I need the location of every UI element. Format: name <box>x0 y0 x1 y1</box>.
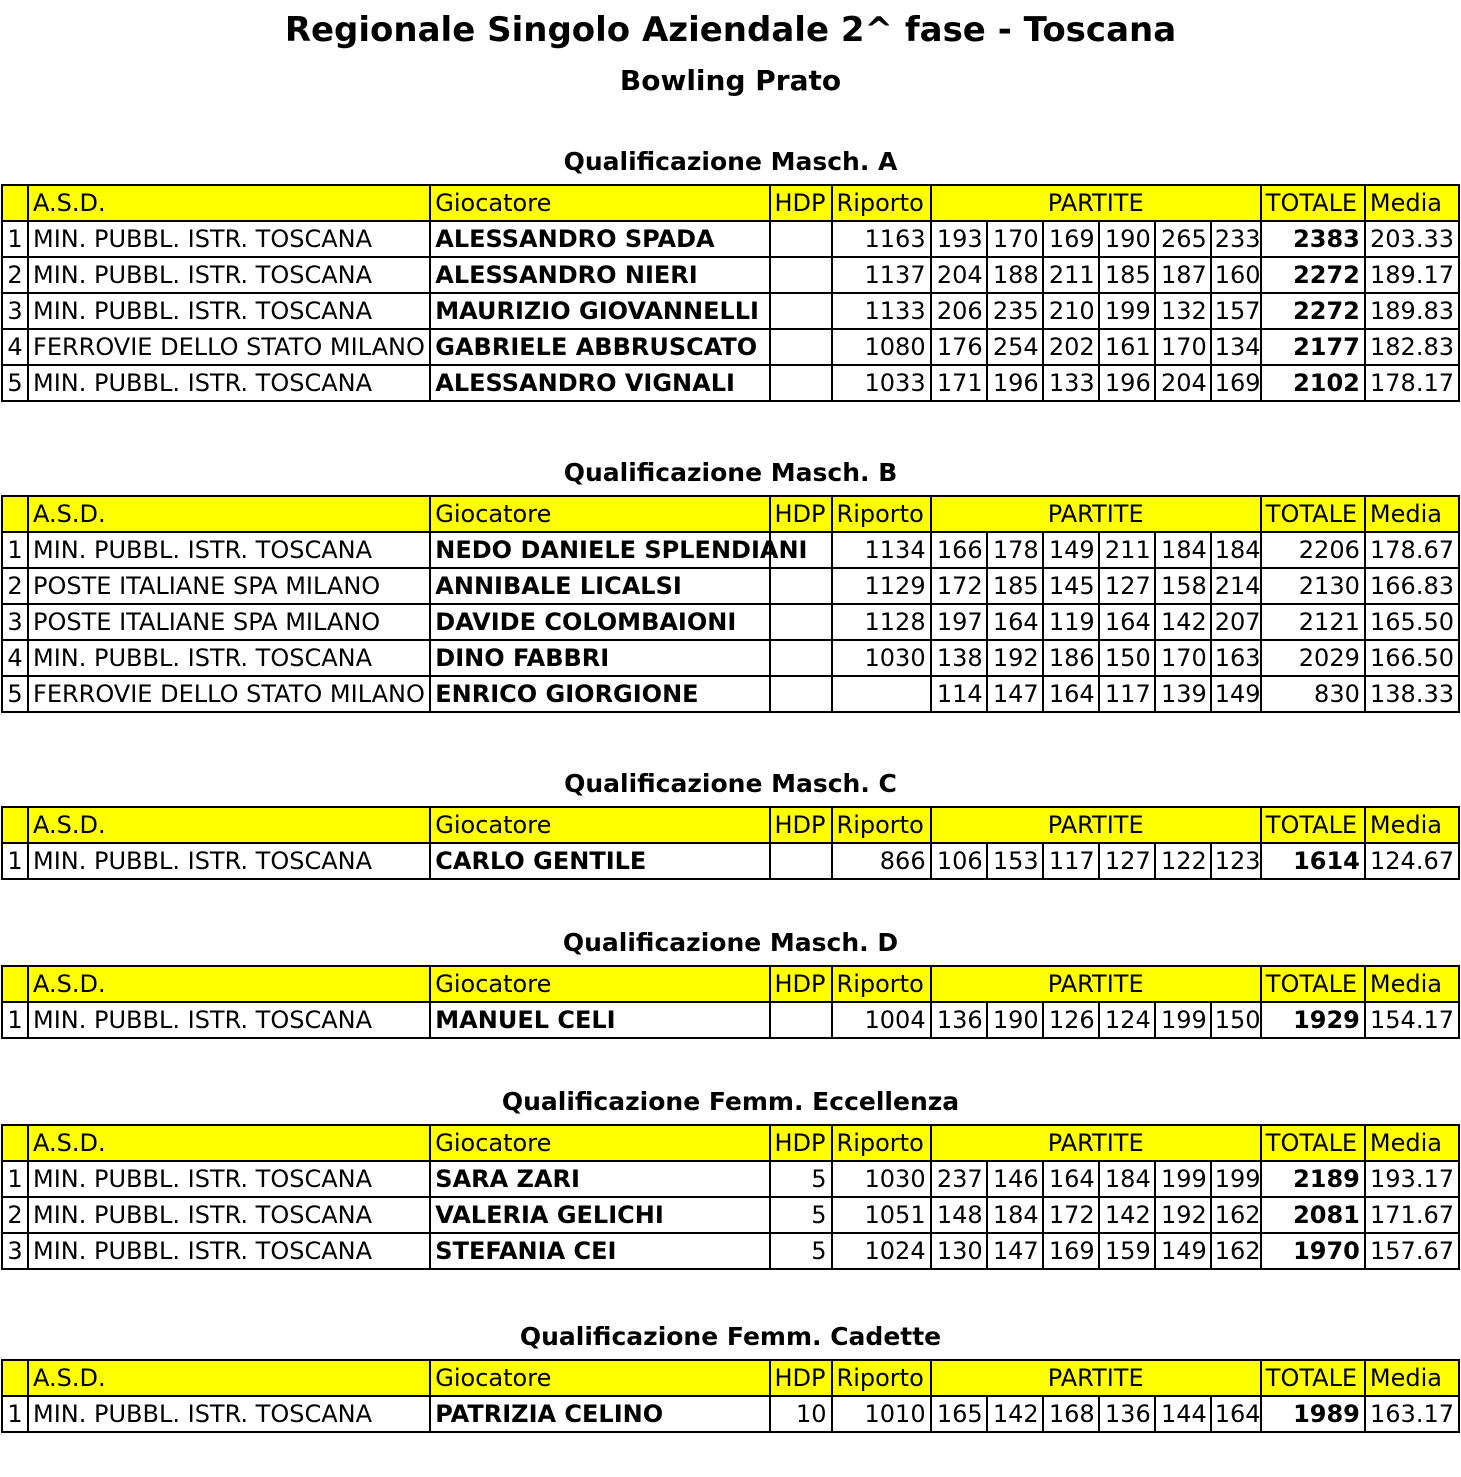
totale-cell: 1989 <box>1261 1396 1365 1432</box>
table-row <box>2 676 1459 712</box>
header-totale: TOTALE <box>1261 496 1365 532</box>
position-cell: 3 <box>2 293 28 329</box>
game-score-cell: 184 <box>1099 1161 1155 1197</box>
game-score-cell: 171 <box>931 365 987 401</box>
header-asd: A.S.D. <box>28 185 430 221</box>
game-score-cell: 136 <box>1099 1396 1155 1432</box>
player-cell: DINO FABBRI <box>430 640 769 676</box>
header-riporto: Riporto <box>832 1360 931 1396</box>
asd-cell: MIN. PUBBL. ISTR. TOSCANA <box>28 1197 430 1233</box>
media-cell: 138.33 <box>1365 676 1459 712</box>
table-row <box>2 221 1459 257</box>
header-totale: TOTALE <box>1261 185 1365 221</box>
game-score-cell: 185 <box>1099 257 1155 293</box>
header-totale: TOTALE <box>1261 1125 1365 1161</box>
asd-cell: MIN. PUBBL. ISTR. TOSCANA <box>28 365 430 401</box>
header-row <box>2 185 1459 221</box>
game-score-cell: 142 <box>987 1396 1043 1432</box>
game-score-cell: 150 <box>1211 1002 1261 1038</box>
game-score-cell: 184 <box>987 1197 1043 1233</box>
game-score-cell: 142 <box>1099 1197 1155 1233</box>
asd-cell: FERROVIE DELLO STATO MILANO <box>28 676 430 712</box>
position-cell: 2 <box>2 257 28 293</box>
riporto-cell: 1163 <box>832 221 931 257</box>
section-title: Qualificazione Masch. A <box>563 147 898 176</box>
header-row <box>2 496 1459 532</box>
game-score-cell: 204 <box>1155 365 1211 401</box>
game-score-cell: 165 <box>931 1396 987 1432</box>
header-asd: A.S.D. <box>28 1360 430 1396</box>
riporto-cell: 866 <box>832 843 931 879</box>
game-score-cell: 170 <box>1155 640 1211 676</box>
header-player: Giocatore <box>430 496 769 532</box>
totale-cell: 2130 <box>1261 568 1365 604</box>
totale-cell: 2121 <box>1261 604 1365 640</box>
header-partite: PARTITE <box>931 807 1261 843</box>
game-score-cell: 144 <box>1155 1396 1211 1432</box>
game-score-cell: 136 <box>931 1002 987 1038</box>
table-row <box>2 1396 1459 1432</box>
game-score-cell: 106 <box>931 843 987 879</box>
table-row <box>2 640 1459 676</box>
game-score-cell: 159 <box>1099 1233 1155 1269</box>
game-score-cell: 204 <box>931 257 987 293</box>
media-cell: 166.83 <box>1365 568 1459 604</box>
position-cell: 1 <box>2 532 28 568</box>
totale-cell: 2383 <box>1261 221 1365 257</box>
hdp-cell <box>770 257 832 293</box>
game-score-cell: 164 <box>1099 604 1155 640</box>
game-score-cell: 139 <box>1155 676 1211 712</box>
game-score-cell: 214 <box>1211 568 1261 604</box>
game-score-cell: 190 <box>987 1002 1043 1038</box>
header-riporto: Riporto <box>832 496 931 532</box>
game-score-cell: 193 <box>931 221 987 257</box>
results-table <box>1 1359 1460 1433</box>
hdp-cell <box>770 568 832 604</box>
table-row <box>2 843 1459 879</box>
game-score-cell: 148 <box>931 1197 987 1233</box>
game-score-cell: 162 <box>1211 1197 1261 1233</box>
header-pos <box>2 496 28 532</box>
position-cell: 1 <box>2 1396 28 1432</box>
game-score-cell: 147 <box>987 1233 1043 1269</box>
header-media: Media <box>1365 1125 1459 1161</box>
game-score-cell: 170 <box>987 221 1043 257</box>
section-title: Qualificazione Masch. C <box>564 769 897 798</box>
game-score-cell: 206 <box>931 293 987 329</box>
totale-cell: 2081 <box>1261 1197 1365 1233</box>
player-cell: ALESSANDRO NIERI <box>430 257 769 293</box>
game-score-cell: 207 <box>1211 604 1261 640</box>
game-score-cell: 199 <box>1155 1161 1211 1197</box>
game-score-cell: 211 <box>1099 532 1155 568</box>
asd-cell: FERROVIE DELLO STATO MILANO <box>28 329 430 365</box>
totale-cell: 2102 <box>1261 365 1365 401</box>
header-partite: PARTITE <box>931 1360 1261 1396</box>
position-cell: 1 <box>2 1002 28 1038</box>
header-pos <box>2 966 28 1002</box>
game-score-cell: 164 <box>987 604 1043 640</box>
header-row <box>2 807 1459 843</box>
header-partite: PARTITE <box>931 966 1261 1002</box>
riporto-cell: 1004 <box>832 1002 931 1038</box>
totale-cell: 2272 <box>1261 257 1365 293</box>
media-cell: 178.17 <box>1365 365 1459 401</box>
position-cell: 4 <box>2 329 28 365</box>
totale-cell: 1929 <box>1261 1002 1365 1038</box>
game-score-cell: 122 <box>1155 843 1211 879</box>
game-score-cell: 138 <box>931 640 987 676</box>
header-player: Giocatore <box>430 807 769 843</box>
header-partite: PARTITE <box>931 496 1261 532</box>
game-score-cell: 149 <box>1043 532 1099 568</box>
asd-cell: MIN. PUBBL. ISTR. TOSCANA <box>28 1161 430 1197</box>
game-score-cell: 169 <box>1043 1233 1099 1269</box>
game-score-cell: 146 <box>987 1161 1043 1197</box>
game-score-cell: 199 <box>1211 1161 1261 1197</box>
game-score-cell: 163 <box>1211 640 1261 676</box>
page-subtitle: Bowling Prato <box>619 64 842 97</box>
header-partite: PARTITE <box>931 1125 1261 1161</box>
table-row <box>2 329 1459 365</box>
position-cell: 3 <box>2 1233 28 1269</box>
table-row <box>2 1002 1459 1038</box>
results-table <box>1 184 1460 402</box>
riporto-cell: 1134 <box>832 532 931 568</box>
header-row <box>2 1360 1459 1396</box>
asd-cell: MIN. PUBBL. ISTR. TOSCANA <box>28 221 430 257</box>
game-score-cell: 142 <box>1155 604 1211 640</box>
media-cell: 163.17 <box>1365 1396 1459 1432</box>
game-score-cell: 169 <box>1211 365 1261 401</box>
riporto-cell: 1129 <box>832 568 931 604</box>
game-score-cell: 127 <box>1099 843 1155 879</box>
header-media: Media <box>1365 807 1459 843</box>
header-hdp: HDP <box>770 966 832 1002</box>
hdp-cell: 5 <box>770 1197 832 1233</box>
game-score-cell: 211 <box>1043 257 1099 293</box>
header-totale: TOTALE <box>1261 1360 1365 1396</box>
player-cell: PATRIZIA CELINO <box>430 1396 769 1432</box>
riporto-cell <box>832 676 931 712</box>
totale-cell: 2029 <box>1261 640 1365 676</box>
game-score-cell: 169 <box>1043 221 1099 257</box>
player-cell: DAVIDE COLOMBAIONI <box>430 604 769 640</box>
hdp-cell: 10 <box>770 1396 832 1432</box>
hdp-cell <box>770 604 832 640</box>
game-score-cell: 158 <box>1155 568 1211 604</box>
position-cell: 5 <box>2 365 28 401</box>
asd-cell: MIN. PUBBL. ISTR. TOSCANA <box>28 843 430 879</box>
game-score-cell: 149 <box>1211 676 1261 712</box>
game-score-cell: 130 <box>931 1233 987 1269</box>
media-cell: 189.17 <box>1365 257 1459 293</box>
game-score-cell: 126 <box>1043 1002 1099 1038</box>
totale-cell: 1970 <box>1261 1233 1365 1269</box>
game-score-cell: 192 <box>987 640 1043 676</box>
game-score-cell: 186 <box>1043 640 1099 676</box>
media-cell: 124.67 <box>1365 843 1459 879</box>
totale-cell: 2206 <box>1261 532 1365 568</box>
game-score-cell: 147 <box>987 676 1043 712</box>
player-cell: MAURIZIO GIOVANNELLI <box>430 293 769 329</box>
header-totale: TOTALE <box>1261 807 1365 843</box>
game-score-cell: 235 <box>987 293 1043 329</box>
section-title: Qualificazione Femm. Eccellenza <box>501 1087 960 1116</box>
game-score-cell: 127 <box>1099 568 1155 604</box>
asd-cell: MIN. PUBBL. ISTR. TOSCANA <box>28 293 430 329</box>
riporto-cell: 1128 <box>832 604 931 640</box>
media-cell: 171.67 <box>1365 1197 1459 1233</box>
player-cell: ALESSANDRO SPADA <box>430 221 769 257</box>
game-score-cell: 265 <box>1155 221 1211 257</box>
player-cell: ENRICO GIORGIONE <box>430 676 769 712</box>
hdp-cell <box>770 843 832 879</box>
position-cell: 2 <box>2 1197 28 1233</box>
table-row <box>2 1233 1459 1269</box>
header-riporto: Riporto <box>832 807 931 843</box>
game-score-cell: 145 <box>1043 568 1099 604</box>
media-cell: 203.33 <box>1365 221 1459 257</box>
results-table <box>1 806 1460 880</box>
totale-cell: 2272 <box>1261 293 1365 329</box>
header-row <box>2 1125 1459 1161</box>
game-score-cell: 164 <box>1043 1161 1099 1197</box>
results-table <box>1 1124 1460 1270</box>
position-cell: 3 <box>2 604 28 640</box>
position-cell: 1 <box>2 843 28 879</box>
hdp-cell <box>770 221 832 257</box>
game-score-cell: 172 <box>931 568 987 604</box>
section-title: Qualificazione Masch. B <box>563 458 898 487</box>
riporto-cell: 1024 <box>832 1233 931 1269</box>
hdp-cell: 5 <box>770 1161 832 1197</box>
game-score-cell: 254 <box>987 329 1043 365</box>
header-row <box>2 966 1459 1002</box>
header-hdp: HDP <box>770 807 832 843</box>
header-media: Media <box>1365 185 1459 221</box>
header-media: Media <box>1365 1360 1459 1396</box>
table-row <box>2 604 1459 640</box>
table-row <box>2 1161 1459 1197</box>
position-cell: 1 <box>2 221 28 257</box>
hdp-cell <box>770 676 832 712</box>
header-asd: A.S.D. <box>28 1125 430 1161</box>
hdp-cell: 5 <box>770 1233 832 1269</box>
player-cell: NEDO DANIELE SPLENDIANI <box>430 532 769 568</box>
game-score-cell: 184 <box>1155 532 1211 568</box>
game-score-cell: 153 <box>987 843 1043 879</box>
header-pos <box>2 1360 28 1396</box>
game-score-cell: 123 <box>1211 843 1261 879</box>
table-row <box>2 568 1459 604</box>
riporto-cell: 1030 <box>832 640 931 676</box>
game-score-cell: 162 <box>1211 1233 1261 1269</box>
game-score-cell: 114 <box>931 676 987 712</box>
media-cell: 157.67 <box>1365 1233 1459 1269</box>
game-score-cell: 196 <box>1099 365 1155 401</box>
riporto-cell: 1137 <box>832 257 931 293</box>
table-row <box>2 1197 1459 1233</box>
game-score-cell: 196 <box>987 365 1043 401</box>
game-score-cell: 117 <box>1043 843 1099 879</box>
player-cell: SARA ZARI <box>430 1161 769 1197</box>
media-cell: 193.17 <box>1365 1161 1459 1197</box>
game-score-cell: 197 <box>931 604 987 640</box>
table-row <box>2 257 1459 293</box>
header-hdp: HDP <box>770 1125 832 1161</box>
header-asd: A.S.D. <box>28 496 430 532</box>
position-cell: 1 <box>2 1161 28 1197</box>
game-score-cell: 233 <box>1211 221 1261 257</box>
header-player: Giocatore <box>430 966 769 1002</box>
game-score-cell: 188 <box>987 257 1043 293</box>
asd-cell: POSTE ITALIANE SPA MILANO <box>28 568 430 604</box>
asd-cell: POSTE ITALIANE SPA MILANO <box>28 604 430 640</box>
game-score-cell: 199 <box>1099 293 1155 329</box>
game-score-cell: 176 <box>931 329 987 365</box>
header-riporto: Riporto <box>832 966 931 1002</box>
game-score-cell: 164 <box>1211 1396 1261 1432</box>
media-cell: 154.17 <box>1365 1002 1459 1038</box>
player-cell: GABRIELE ABBRUSCATO <box>430 329 769 365</box>
hdp-cell <box>770 329 832 365</box>
game-score-cell: 170 <box>1155 329 1211 365</box>
game-score-cell: 237 <box>931 1161 987 1197</box>
header-riporto: Riporto <box>832 1125 931 1161</box>
results-table <box>1 965 1460 1039</box>
asd-cell: MIN. PUBBL. ISTR. TOSCANA <box>28 1233 430 1269</box>
player-cell: ALESSANDRO VIGNALI <box>430 365 769 401</box>
game-score-cell: 178 <box>987 532 1043 568</box>
header-hdp: HDP <box>770 496 832 532</box>
hdp-cell <box>770 293 832 329</box>
game-score-cell: 133 <box>1043 365 1099 401</box>
player-cell: VALERIA GELICHI <box>430 1197 769 1233</box>
game-score-cell: 166 <box>931 532 987 568</box>
game-score-cell: 119 <box>1043 604 1099 640</box>
position-cell: 5 <box>2 676 28 712</box>
header-pos <box>2 807 28 843</box>
game-score-cell: 157 <box>1211 293 1261 329</box>
asd-cell: MIN. PUBBL. ISTR. TOSCANA <box>28 257 430 293</box>
game-score-cell: 185 <box>987 568 1043 604</box>
header-player: Giocatore <box>430 1360 769 1396</box>
player-cell: CARLO GENTILE <box>430 843 769 879</box>
asd-cell: MIN. PUBBL. ISTR. TOSCANA <box>28 532 430 568</box>
game-score-cell: 199 <box>1155 1002 1211 1038</box>
game-score-cell: 161 <box>1099 329 1155 365</box>
header-asd: A.S.D. <box>28 966 430 1002</box>
game-score-cell: 202 <box>1043 329 1099 365</box>
header-pos <box>2 185 28 221</box>
asd-cell: MIN. PUBBL. ISTR. TOSCANA <box>28 640 430 676</box>
player-cell: ANNIBALE LICALSI <box>430 568 769 604</box>
totale-cell: 830 <box>1261 676 1365 712</box>
table-row <box>2 293 1459 329</box>
position-cell: 4 <box>2 640 28 676</box>
header-media: Media <box>1365 496 1459 532</box>
position-cell: 2 <box>2 568 28 604</box>
game-score-cell: 210 <box>1043 293 1099 329</box>
game-score-cell: 124 <box>1099 1002 1155 1038</box>
header-asd: A.S.D. <box>28 807 430 843</box>
section-title: Qualificazione Masch. D <box>562 928 899 957</box>
riporto-cell: 1133 <box>832 293 931 329</box>
player-cell: STEFANIA CEI <box>430 1233 769 1269</box>
media-cell: 182.83 <box>1365 329 1459 365</box>
hdp-cell <box>770 365 832 401</box>
header-hdp: HDP <box>770 1360 832 1396</box>
game-score-cell: 160 <box>1211 257 1261 293</box>
game-score-cell: 190 <box>1099 221 1155 257</box>
totale-cell: 1614 <box>1261 843 1365 879</box>
media-cell: 165.50 <box>1365 604 1459 640</box>
media-cell: 166.50 <box>1365 640 1459 676</box>
riporto-cell: 1051 <box>832 1197 931 1233</box>
table-row <box>2 365 1459 401</box>
page-title: Regionale Singolo Aziendale 2^ fase - Toscana <box>284 10 1177 50</box>
header-totale: TOTALE <box>1261 966 1365 1002</box>
header-hdp: HDP <box>770 185 832 221</box>
asd-cell: MIN. PUBBL. ISTR. TOSCANA <box>28 1396 430 1432</box>
riporto-cell: 1030 <box>832 1161 931 1197</box>
header-partite: PARTITE <box>931 185 1261 221</box>
game-score-cell: 117 <box>1099 676 1155 712</box>
results-table <box>1 495 1460 713</box>
game-score-cell: 168 <box>1043 1396 1099 1432</box>
media-cell: 189.83 <box>1365 293 1459 329</box>
section-title: Qualificazione Femm. Cadette <box>519 1322 942 1351</box>
header-player: Giocatore <box>430 1125 769 1161</box>
table-row <box>2 532 1459 568</box>
game-score-cell: 149 <box>1155 1233 1211 1269</box>
totale-cell: 2189 <box>1261 1161 1365 1197</box>
header-riporto: Riporto <box>832 185 931 221</box>
media-cell: 178.67 <box>1365 532 1459 568</box>
header-player: Giocatore <box>430 185 769 221</box>
riporto-cell: 1080 <box>832 329 931 365</box>
game-score-cell: 164 <box>1043 676 1099 712</box>
game-score-cell: 134 <box>1211 329 1261 365</box>
header-media: Media <box>1365 966 1459 1002</box>
game-score-cell: 132 <box>1155 293 1211 329</box>
game-score-cell: 150 <box>1099 640 1155 676</box>
riporto-cell: 1033 <box>832 365 931 401</box>
game-score-cell: 192 <box>1155 1197 1211 1233</box>
player-cell: MANUEL CELI <box>430 1002 769 1038</box>
game-score-cell: 184 <box>1211 532 1261 568</box>
game-score-cell: 172 <box>1043 1197 1099 1233</box>
hdp-cell <box>770 1002 832 1038</box>
totale-cell: 2177 <box>1261 329 1365 365</box>
game-score-cell: 187 <box>1155 257 1211 293</box>
riporto-cell: 1010 <box>832 1396 931 1432</box>
hdp-cell <box>770 640 832 676</box>
header-pos <box>2 1125 28 1161</box>
asd-cell: MIN. PUBBL. ISTR. TOSCANA <box>28 1002 430 1038</box>
